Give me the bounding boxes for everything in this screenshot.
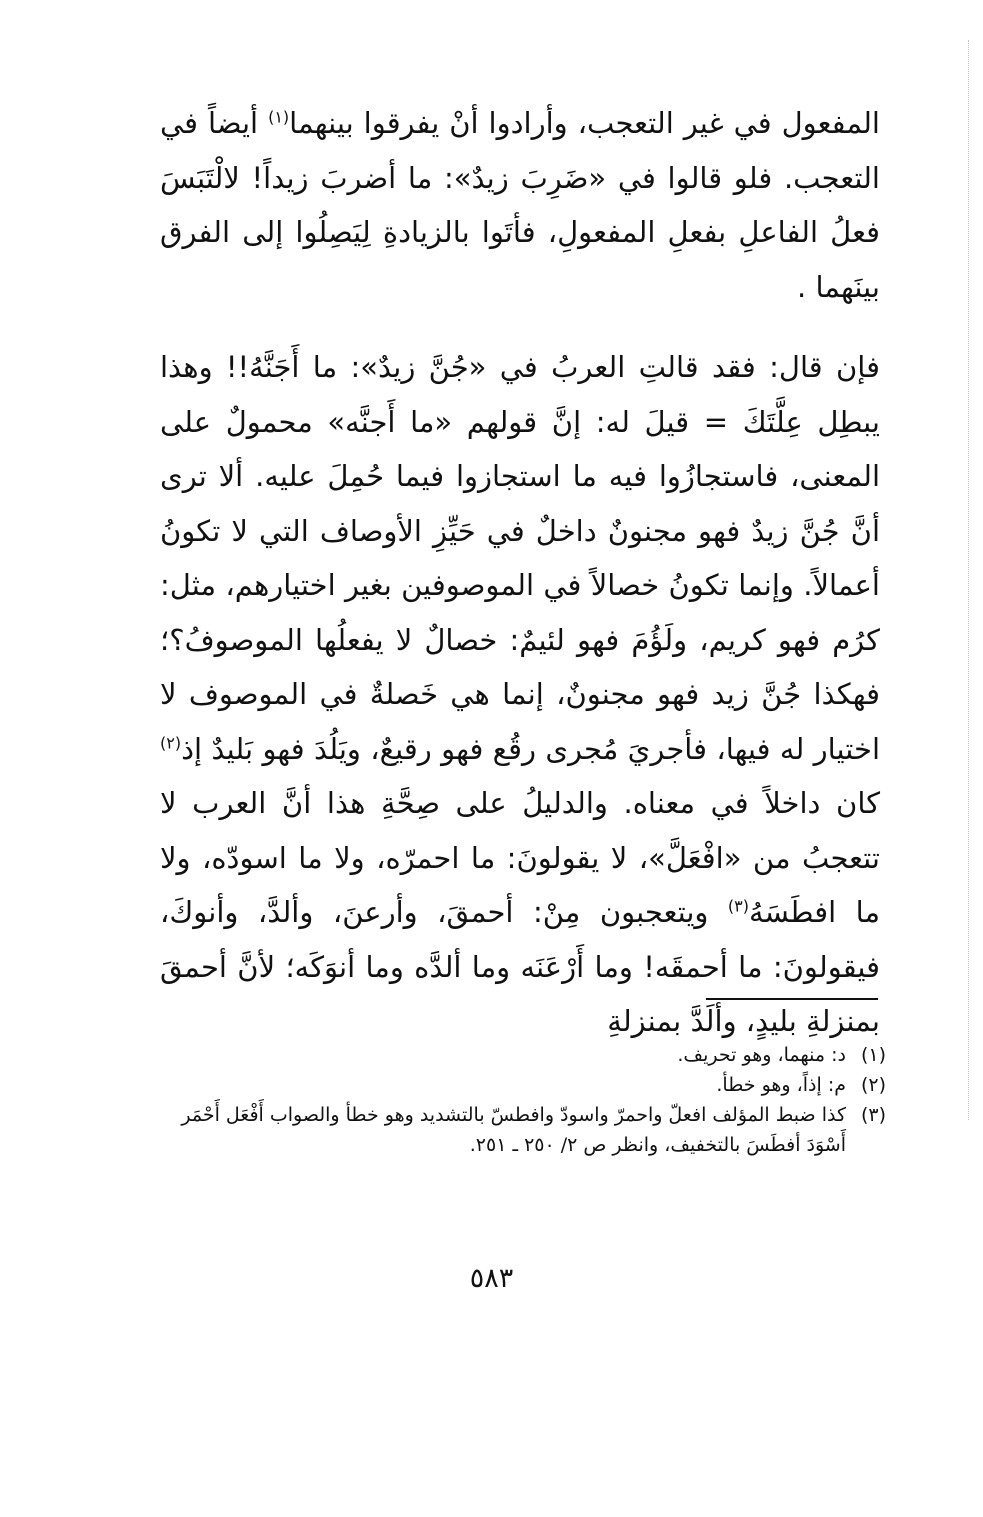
paragraph-2-text-a: فإن قال: فقد قالتِ العربُ في «جُنَّ زيدٌ»: ما أَجَنَّهُ!! وهذا يبطِل عِلَّتَكَ = قيلَ له: إنَّ قولهم «ما أَجنَّه» محمولٌ على المعنى، فاستجازُوا فيه ما استجازوا فيما حُمِلَ عليه. ألا ترى أنَّ جُنَّ زيدٌ فهو مجنونٌ داخلٌ في حَيِّزِ الأوصاف التي لا تكونُ أعمالاً. وإنما تكونُ خصالاً في الموصوفين بغير اختيارهم، مثل: كرُم فهو كريم، ولَؤُمَ فهو لئيمٌ: خصالٌ لا يفعلُها الموصوفُ؟؛ فهكذا جُنَّ زيد فهو مجنونٌ، إنما هي خَصلةٌ في الموصوف لا اختيار له فيها، فأجريَ مُجرى رقُع فهو رقيعٌ، ويَلُدَ فهو بَليدٌ إذ [160, 350, 880, 766]
footnote-ref-1[interactable]: (١) [268, 107, 290, 127]
paragraph-2 [160, 340, 880, 1049]
footnote-1-text: د: منهما، وهو تحريف. [677, 1044, 846, 1066]
footnote-3 [160, 1100, 886, 1160]
paragraph-1 [160, 96, 880, 314]
footnote-1 [160, 1040, 886, 1070]
paragraph-1-text-a: المفعول في غير التعجب، وأرادوا أنْ يفرقوا بينهما [289, 106, 880, 140]
footnotes-block [160, 1040, 886, 1160]
footnote-separator [706, 998, 878, 1000]
footnote-2 [160, 1070, 886, 1100]
paragraph-2-text-c: ويتعجبون مِنْ: أحمقَ، وأرعنَ، وألدَّ، وأنوكَ، فيقولونَ: ما أحمقَه! وما أَرْعَنَه وما ألدَّه وما أنوَكَه؛ لأنَّ أحمقَ بمنزلةِ بليدٍ، وألَدَّ بمنزلةِ [160, 895, 880, 1038]
paragraph-2-text-b: كان داخلاً في معناه. والدليلُ على صِحَّةِ هذا أنَّ العرب لا تتعجبُ من «افْعَلَّ»، لا يقولونَ: ما احمرّه، ولا ما اسودّه، ولا ما افطَسَهُ [160, 786, 880, 929]
footnote-2-marker: (٢) [860, 1074, 886, 1096]
footnote-2-text: م: إذاً، وهو خطأ. [716, 1074, 846, 1096]
footnote-3-text: كذا ضبط المؤلف افعلّ واحمرّ واسودّ وافطسّ بالتشديد وهو خطأ والصواب أَفْعَل أَحْمَر أَسْوَدَ أفطَسَ بالتخفيف، وانظر ص ٢/ ٢٥٠ ـ ٢٥١. [181, 1104, 846, 1156]
footnote-3-marker: (٣) [860, 1104, 886, 1126]
footnote-ref-3[interactable]: (٣) [727, 896, 749, 916]
page-edge-guide [968, 40, 969, 1120]
footnote-ref-2[interactable]: (٢) [160, 732, 182, 752]
main-text-block [160, 96, 880, 1049]
footnote-1-marker: (١) [860, 1044, 886, 1066]
page-number: ٥٨٣ [469, 1263, 514, 1294]
paragraph-1-text-b: أيضاً في التعجب. فلو قالوا في «ضَرِبَ زيدٌ»: ما أضربَ زيداً! لالْتَبَسَ فعلُ الفاعلِ بفعلِ المفعولِ، فأتَوا بالزيادةِ لِيَصِلُوا إلى الفرق بينَهما . [160, 106, 880, 304]
